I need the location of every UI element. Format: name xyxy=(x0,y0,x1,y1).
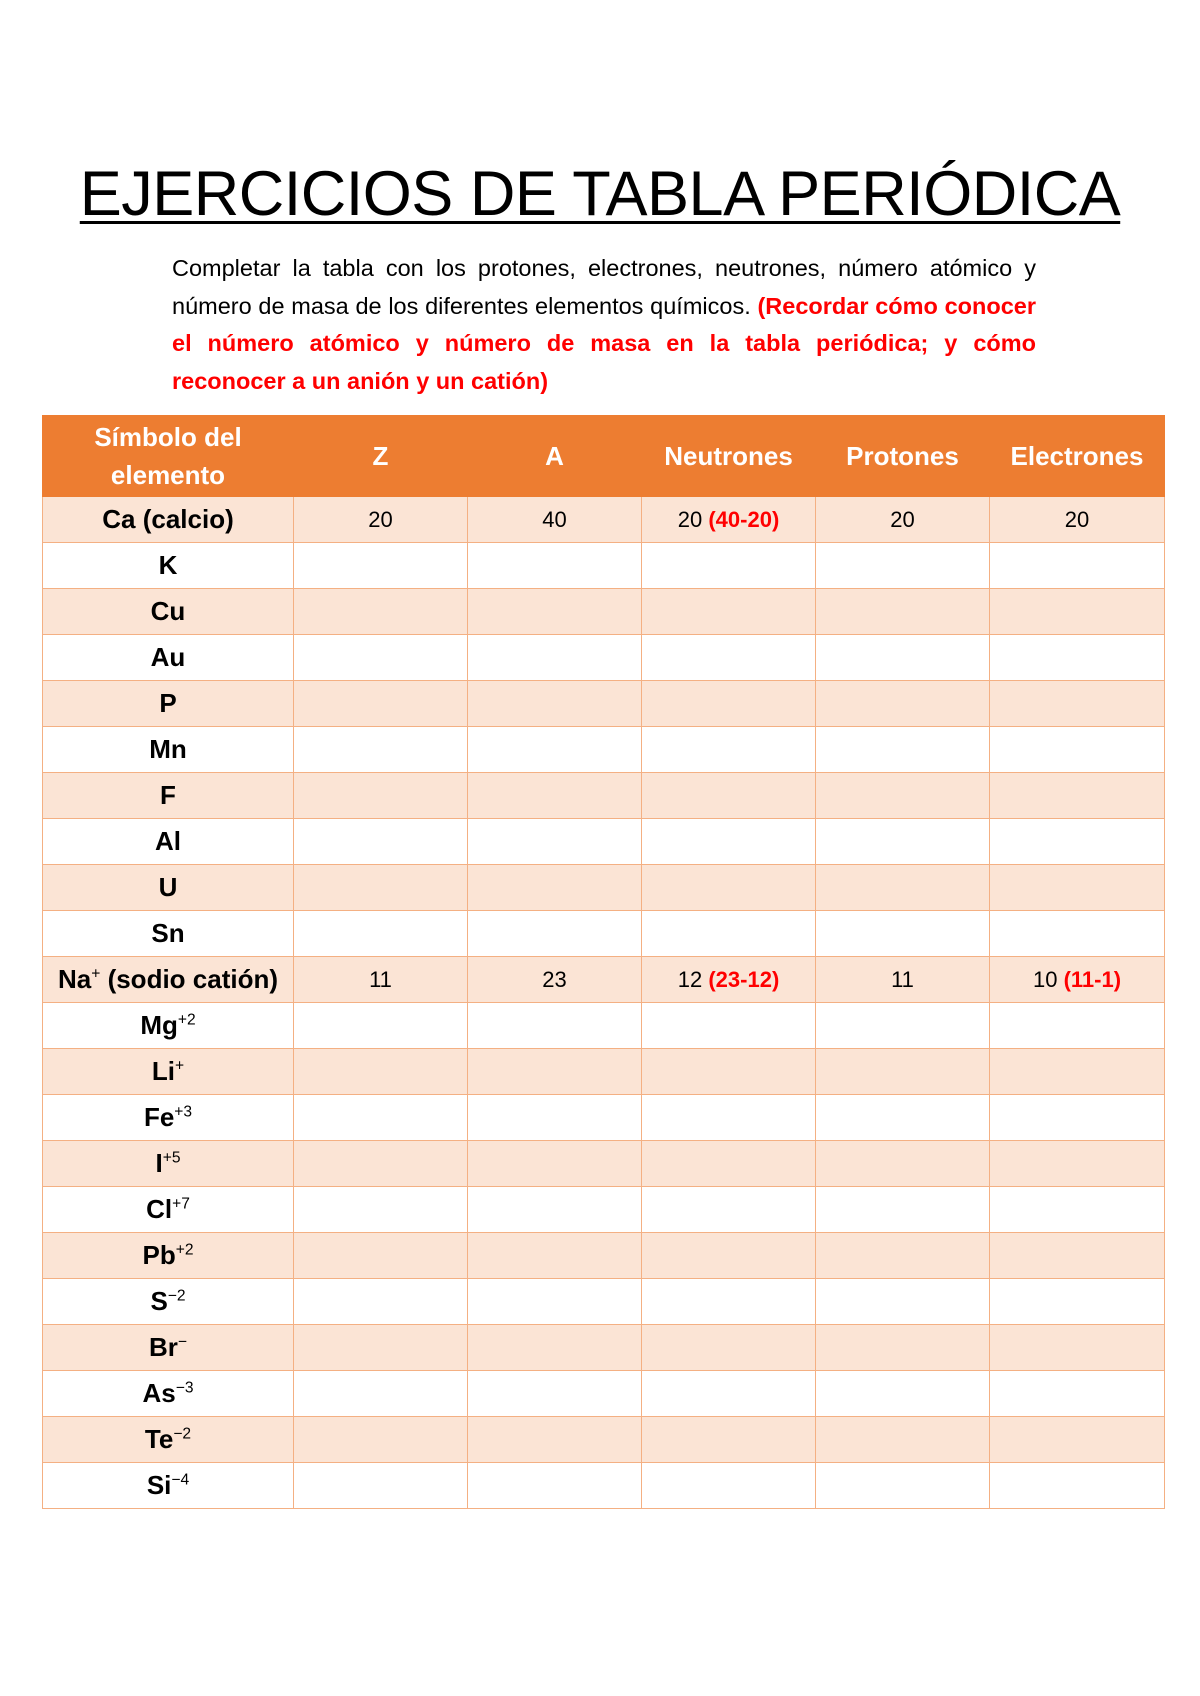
cell-symbol xyxy=(43,727,294,773)
cell-protons[interactable] xyxy=(816,1003,990,1049)
cell-neutrons-calc: (40-20) xyxy=(708,506,780,532)
cell-electrons[interactable] xyxy=(990,773,1165,819)
cell-z[interactable] xyxy=(294,497,468,543)
element-symbol: Te xyxy=(144,1424,174,1454)
ion-charge: − xyxy=(177,1333,187,1351)
cell-protons-value: 20 xyxy=(890,506,915,532)
table-row xyxy=(43,727,1165,773)
cell-electrons[interactable] xyxy=(990,1095,1165,1141)
element-symbol: Pb xyxy=(142,1240,176,1270)
cell-z-value: 11 xyxy=(369,966,392,992)
cell-neutrons[interactable] xyxy=(642,1417,816,1463)
element-symbol: K xyxy=(158,550,178,580)
cell-symbol xyxy=(43,1095,294,1141)
instructions xyxy=(172,250,1036,400)
cell-electrons[interactable] xyxy=(990,497,1165,543)
cell-neutrons[interactable] xyxy=(642,727,816,773)
element-symbol: Sn xyxy=(151,918,185,948)
cell-z-value: 20 xyxy=(368,506,393,532)
cell-symbol xyxy=(43,543,294,589)
cell-protons[interactable] xyxy=(816,819,990,865)
cell-neutrons[interactable] xyxy=(642,497,816,543)
cell-neutrons[interactable] xyxy=(642,911,816,957)
cell-neutrons[interactable] xyxy=(642,1371,816,1417)
element-symbol: Mg xyxy=(140,1010,178,1040)
table-row xyxy=(43,1049,1165,1095)
cell-z[interactable] xyxy=(294,1463,468,1509)
table-row xyxy=(43,1233,1165,1279)
cell-neutrons[interactable] xyxy=(642,1279,816,1325)
table-row xyxy=(43,635,1165,681)
cell-z[interactable] xyxy=(294,543,468,589)
cell-z[interactable] xyxy=(294,1279,468,1325)
element-symbol: Au xyxy=(150,642,186,672)
cell-z[interactable] xyxy=(294,957,468,1003)
cell-a[interactable] xyxy=(468,543,642,589)
ion-charge: +7 xyxy=(172,1195,190,1213)
element-symbol: As xyxy=(142,1378,176,1408)
table-row xyxy=(43,1325,1165,1371)
instructions-text: Completar la tabla con los protones, electrones, neutrones, número atómico y número de masa de los diferentes elementos químicos. xyxy=(172,255,1036,319)
cell-a[interactable] xyxy=(468,1463,642,1509)
cell-z[interactable] xyxy=(294,1371,468,1417)
cell-a[interactable] xyxy=(468,1049,642,1095)
cell-electrons[interactable] xyxy=(990,819,1165,865)
cell-electrons[interactable] xyxy=(990,1463,1165,1509)
cell-z[interactable] xyxy=(294,1095,468,1141)
cell-protons[interactable] xyxy=(816,681,990,727)
ion-charge: +2 xyxy=(177,1011,196,1029)
cell-symbol xyxy=(43,1233,294,1279)
cell-protons[interactable] xyxy=(816,1463,990,1509)
cell-a-value: 23 xyxy=(542,966,567,992)
cell-a[interactable] xyxy=(468,1233,642,1279)
element-symbol: Al xyxy=(155,826,181,856)
table-row xyxy=(43,497,1165,543)
cell-electrons[interactable] xyxy=(990,681,1165,727)
cell-a[interactable] xyxy=(468,1003,642,1049)
cell-protons[interactable] xyxy=(816,1371,990,1417)
cell-electrons[interactable] xyxy=(990,957,1165,1003)
cell-symbol xyxy=(43,957,294,1003)
element-symbol: Cl xyxy=(146,1194,173,1224)
cell-neutrons[interactable] xyxy=(642,681,816,727)
cell-a-value: 40 xyxy=(542,506,567,532)
cell-protons[interactable] xyxy=(816,1095,990,1141)
cell-symbol xyxy=(43,1417,294,1463)
ion-charge: −2 xyxy=(173,1425,192,1443)
cell-symbol xyxy=(43,497,294,543)
table-row xyxy=(43,1095,1165,1141)
cell-symbol xyxy=(43,589,294,635)
header-neutrons: Neutrones xyxy=(642,416,816,497)
table-row xyxy=(43,1417,1165,1463)
cell-electrons[interactable] xyxy=(990,1141,1165,1187)
element-symbol: Ca (calcio) xyxy=(102,504,234,534)
element-symbol: I xyxy=(155,1148,163,1178)
ion-charge: +2 xyxy=(175,1241,194,1259)
cell-protons[interactable] xyxy=(816,1279,990,1325)
cell-electrons[interactable] xyxy=(990,1233,1165,1279)
cell-symbol xyxy=(43,773,294,819)
table-row xyxy=(43,1279,1165,1325)
cell-neutrons[interactable] xyxy=(642,957,816,1003)
cell-protons-value: 11 xyxy=(891,966,914,992)
ion-charge: +3 xyxy=(174,1103,193,1121)
cell-neutrons[interactable] xyxy=(642,543,816,589)
cell-electrons[interactable] xyxy=(990,1325,1165,1371)
cell-a[interactable] xyxy=(468,681,642,727)
cell-electrons[interactable] xyxy=(990,1003,1165,1049)
cell-protons[interactable] xyxy=(816,543,990,589)
cell-neutrons[interactable] xyxy=(642,773,816,819)
cell-neutrons[interactable] xyxy=(642,1463,816,1509)
cell-electrons[interactable] xyxy=(990,635,1165,681)
cell-electrons-value: 10 xyxy=(1032,966,1058,992)
table-row xyxy=(43,819,1165,865)
element-symbol: Mn xyxy=(149,734,187,764)
cell-a[interactable] xyxy=(468,1187,642,1233)
header-symbol: Símbolo del elemento xyxy=(43,416,294,497)
cell-a[interactable] xyxy=(468,911,642,957)
cell-electrons[interactable] xyxy=(990,911,1165,957)
cell-z[interactable] xyxy=(294,819,468,865)
cell-neutrons[interactable] xyxy=(642,819,816,865)
cell-neutrons[interactable] xyxy=(642,1233,816,1279)
ion-charge: −2 xyxy=(167,1287,186,1305)
cell-electrons[interactable] xyxy=(990,543,1165,589)
cell-symbol xyxy=(43,1325,294,1371)
table-row xyxy=(43,681,1165,727)
cell-protons[interactable] xyxy=(816,1233,990,1279)
table-row xyxy=(43,543,1165,589)
cell-protons[interactable] xyxy=(816,865,990,911)
table-row xyxy=(43,773,1165,819)
element-symbol: F xyxy=(160,780,176,810)
cell-a[interactable] xyxy=(468,1417,642,1463)
ion-charge: + xyxy=(91,965,101,983)
cell-symbol xyxy=(43,1279,294,1325)
cell-symbol xyxy=(43,1003,294,1049)
cell-symbol xyxy=(43,819,294,865)
cell-a[interactable] xyxy=(468,819,642,865)
header-protons: Protones xyxy=(816,416,990,497)
cell-symbol xyxy=(43,911,294,957)
cell-z[interactable] xyxy=(294,589,468,635)
cell-a[interactable] xyxy=(468,497,642,543)
cell-a[interactable] xyxy=(468,635,642,681)
cell-a[interactable] xyxy=(468,1095,642,1141)
cell-electrons[interactable] xyxy=(990,1279,1165,1325)
cell-symbol xyxy=(43,1187,294,1233)
table-row xyxy=(43,911,1165,957)
cell-protons[interactable] xyxy=(816,911,990,957)
cell-z[interactable] xyxy=(294,911,468,957)
table-row xyxy=(43,957,1165,1003)
cell-electrons[interactable] xyxy=(990,865,1165,911)
instructions-note: (Recordar cómo conocer el número atómico y número de masa en la tabla periódica; y cómo reconocer a un anión y un catión) xyxy=(172,292,1037,394)
cell-a[interactable] xyxy=(468,1141,642,1187)
periodic-exercise-table xyxy=(42,415,1165,1509)
element-symbol: Li xyxy=(151,1056,175,1086)
header-electrons: Electrones xyxy=(990,416,1165,497)
cell-protons[interactable] xyxy=(816,1141,990,1187)
cell-protons[interactable] xyxy=(816,497,990,543)
table-row xyxy=(43,865,1165,911)
cell-neutrons-value: 20 xyxy=(677,506,703,532)
cell-protons[interactable] xyxy=(816,727,990,773)
cell-neutrons[interactable] xyxy=(642,1325,816,1371)
ion-charge: + xyxy=(175,1057,185,1075)
header-z: Z xyxy=(294,416,468,497)
cell-a[interactable] xyxy=(468,589,642,635)
cell-a[interactable] xyxy=(468,957,642,1003)
cell-z[interactable] xyxy=(294,773,468,819)
cell-symbol xyxy=(43,865,294,911)
cell-neutrons[interactable] xyxy=(642,1141,816,1187)
cell-a[interactable] xyxy=(468,865,642,911)
cell-symbol xyxy=(43,1049,294,1095)
cell-electrons[interactable] xyxy=(990,1417,1165,1463)
cell-neutrons[interactable] xyxy=(642,1187,816,1233)
cell-symbol xyxy=(43,1141,294,1187)
cell-neutrons[interactable] xyxy=(642,589,816,635)
cell-z[interactable] xyxy=(294,1187,468,1233)
cell-neutrons-value: 12 xyxy=(677,966,703,992)
cell-z[interactable] xyxy=(294,1325,468,1371)
cell-protons[interactable] xyxy=(816,589,990,635)
cell-z[interactable] xyxy=(294,1233,468,1279)
element-symbol: P xyxy=(159,688,177,718)
element-symbol: Br xyxy=(148,1332,178,1362)
cell-electrons[interactable] xyxy=(990,589,1165,635)
header-a: A xyxy=(468,416,642,497)
table-row xyxy=(43,1371,1165,1417)
cell-a[interactable] xyxy=(468,727,642,773)
cell-z[interactable] xyxy=(294,727,468,773)
cell-neutrons[interactable] xyxy=(642,1095,816,1141)
cell-electrons-value: 20 xyxy=(1064,506,1090,532)
cell-symbol xyxy=(43,1371,294,1417)
table-row xyxy=(43,1463,1165,1509)
cell-a[interactable] xyxy=(468,1371,642,1417)
ion-charge: −3 xyxy=(175,1379,194,1397)
cell-electrons[interactable] xyxy=(990,1187,1165,1233)
cell-electrons[interactable] xyxy=(990,727,1165,773)
element-name: (sodio catión) xyxy=(100,964,279,994)
ion-charge: −4 xyxy=(171,1471,190,1489)
table-row xyxy=(43,1141,1165,1187)
element-symbol: S xyxy=(150,1286,168,1316)
cell-neutrons[interactable] xyxy=(642,865,816,911)
cell-protons[interactable] xyxy=(816,1049,990,1095)
cell-neutrons-calc: (23-12) xyxy=(708,966,780,992)
cell-electrons-calc: (11-1) xyxy=(1063,966,1122,992)
cell-symbol xyxy=(43,635,294,681)
cell-a[interactable] xyxy=(468,773,642,819)
cell-neutrons[interactable] xyxy=(642,635,816,681)
cell-z[interactable] xyxy=(294,865,468,911)
cell-protons[interactable] xyxy=(816,773,990,819)
cell-electrons[interactable] xyxy=(990,1049,1165,1095)
cell-neutrons[interactable] xyxy=(642,1049,816,1095)
cell-z[interactable] xyxy=(294,681,468,727)
cell-protons[interactable] xyxy=(816,1187,990,1233)
element-symbol: Fe xyxy=(143,1102,175,1132)
page-title: EJERCICIOS DE TABLA PERIÓDICA xyxy=(79,159,1121,229)
element-symbol: Na xyxy=(57,964,92,994)
cell-a[interactable] xyxy=(468,1325,642,1371)
ion-charge: +5 xyxy=(162,1149,181,1167)
cell-a[interactable] xyxy=(468,1279,642,1325)
table-row xyxy=(43,589,1165,635)
cell-z[interactable] xyxy=(294,1417,468,1463)
cell-neutrons[interactable] xyxy=(642,1003,816,1049)
cell-z[interactable] xyxy=(294,635,468,681)
element-symbol: Si xyxy=(146,1470,172,1500)
cell-z[interactable] xyxy=(294,1049,468,1095)
cell-protons[interactable] xyxy=(816,1325,990,1371)
cell-z[interactable] xyxy=(294,1141,468,1187)
cell-protons[interactable] xyxy=(816,957,990,1003)
cell-electrons[interactable] xyxy=(990,1371,1165,1417)
cell-protons[interactable] xyxy=(816,1417,990,1463)
cell-symbol xyxy=(43,1463,294,1509)
table-row xyxy=(43,1003,1165,1049)
table-row xyxy=(43,1187,1165,1233)
cell-symbol xyxy=(43,681,294,727)
cell-protons[interactable] xyxy=(816,635,990,681)
table-header-row xyxy=(43,416,1165,497)
element-symbol: Cu xyxy=(150,596,186,626)
cell-z[interactable] xyxy=(294,1003,468,1049)
element-symbol: U xyxy=(158,872,178,902)
